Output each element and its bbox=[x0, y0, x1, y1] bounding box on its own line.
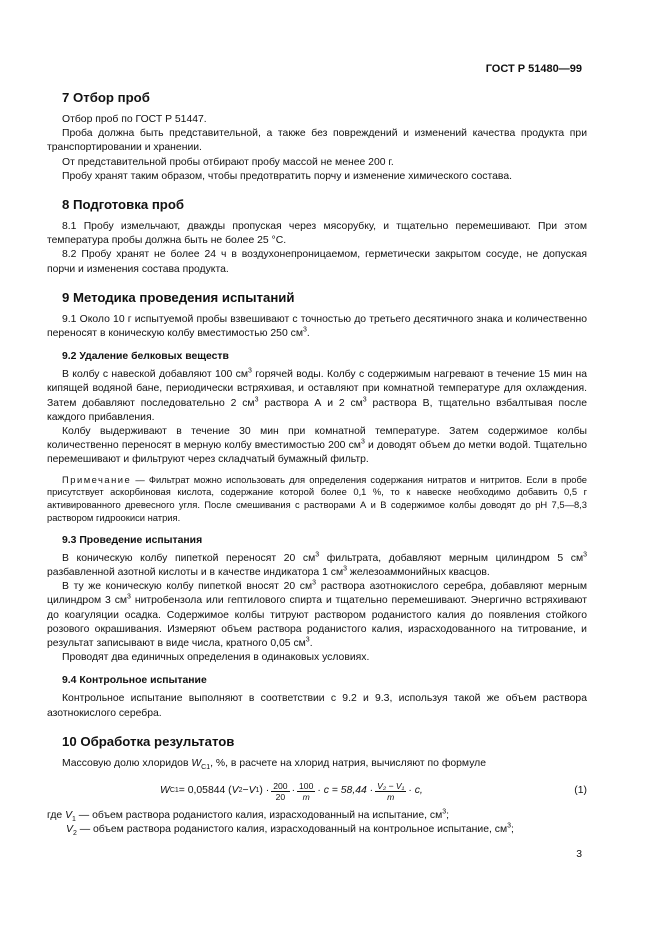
formula-1 bbox=[47, 777, 587, 805]
s8-paragraph-2: 8.2 Пробу хранят не более 24 ч в воздухонепроницаемом, герметически закрытом сосуде, не допуская порчи и изменения состава продукта. bbox=[47, 249, 587, 275]
fraction-200-20: $\frac{200}{20}$ bbox=[273, 780, 288, 802]
document-body bbox=[47, 90, 587, 837]
s7-paragraph-1: Отбор проб по ГОСТ Р 51447. bbox=[62, 114, 207, 125]
formula-expression: W C1 = 0,05844 ( V 2 − V 1 ) · $\frac{200}{20}$ · $\frac{100}{m}$ · c = 58,44 · $\frac{\text{V₂ − V₁}}{m}$ · c, bbox=[160, 780, 423, 802]
legend-v1: где $V_1$ — объем раствора роданистого калия, израсходованный на испытание, $см^3$; bbox=[47, 808, 450, 824]
s94-paragraph-1: Контрольное испытание выполняют в соответствии с 9.2 и 9.3, используя такой же объем раствора азотнокислого серебра. bbox=[47, 693, 587, 719]
section-8-title: 8 Подготовка проб bbox=[62, 197, 185, 213]
standard-header: ГОСТ Р 51480—99 bbox=[485, 63, 582, 75]
s7-paragraph-4: Пробу хранят таким образом, чтобы предотвратить порчу и изменение химического состава. bbox=[62, 170, 512, 182]
s7-paragraph-2: Проба должна быть представительной, а также без повреждений и изменений качества продукта при транспортировании и хранении. bbox=[47, 128, 587, 154]
section-9-4-title: 9.4 Контрольное испытание bbox=[62, 675, 207, 687]
formula-number: (1) bbox=[574, 785, 587, 797]
s93-paragraph-1: В коническую колбу пипеткой переносят 20 $см^3$ фильтрата, добавляют мерным цилиндром 5 $см^3$ разбавленной азотной кислоты и в качестве индикатора 1 $см^3$ железоаммонийных квасцов. bbox=[47, 551, 588, 579]
s92-paragraph-1: В колбу с навеской добавляют 100 $см^3$ горячей воды. Колбу с содержимым нагревают в течение 15 мин на кипящей водяной бане, периодически встряхивая, и оставляют при комнатной температуре для охлаждения. Затем добавляют последовательно 2 $см^3$ раствора А и 2 $см^3$ раствора В, тщательно взбалтывая после каждого прибавления. bbox=[47, 367, 587, 423]
s9-paragraph-1: 9.1 Около 10 г испытуемой пробы взвешивают с точностью до третьего десятичного знака и количественно переносят в коническую колбу вместимостью 250 $см^3$. bbox=[47, 313, 587, 340]
section-7-title: 7 Отбор проб bbox=[62, 90, 150, 105]
section-9-2-title: 9.2 Удаление белковых веществ bbox=[62, 351, 229, 363]
section-9-title: 9 Методика проведения испытаний bbox=[62, 289, 295, 305]
legend-v2: $V_2$ — объем раствора роданистого калия, израсходованный на контрольное испытание, $см^3$; bbox=[66, 822, 514, 838]
fraction-100-m: $\frac{100}{m}$ bbox=[299, 780, 314, 802]
fraction-v-diff-m: $\frac{\text{V₂ − V₁}}{m}$ bbox=[377, 780, 405, 802]
page-number: 3 bbox=[576, 849, 582, 860]
s7-paragraph-3: От представительной пробы отбирают пробу массой не менее 200 г. bbox=[62, 156, 394, 168]
formula-legend bbox=[47, 809, 587, 837]
s93-paragraph-2: В ту же коническую колбу пипеткой вносят 20 $см^3$ раствора азотнокислого серебра, добавляют мерным цилиндром 3 $см^3$ нитробензола или гептилового спирта и тщательно перемешивают. Энергично встряхивают до коагуляции осадка. Содержимое колбы титруют раствором роданистого калия до появления стойкого розового окрашивания. Измеряют объем раствора роданистого калия, израсходованного на титрование, и результат записывают в виде числа, кратного 0,05 $см^3$. bbox=[47, 579, 587, 650]
section-10-title: 10 Обработка результатов bbox=[62, 733, 235, 749]
section-9-3-title: 9.3 Проведение испытания bbox=[62, 534, 203, 546]
s8-paragraph-1: 8.1 Пробу измельчают, дважды пропуская через мясорубку, и тщательно перемешивают. При этом температура пробы должна быть не более 25 °С. bbox=[47, 221, 587, 247]
s92-paragraph-2: Колбу выдерживают в течение 30 мин при комнатной температуре. Затем содержимое колбы количественно переносят в мерную колбу вместимостью 200 $см^3$ и доводят объем до метки водой. Тщательно перемешивают и фильтруют через складчатый бумажный фильтр. bbox=[47, 426, 587, 466]
note-label: Примечание bbox=[62, 473, 132, 485]
s93-paragraph-3: Проводят два единичных определения в одинаковых условиях. bbox=[62, 652, 370, 664]
note-paragraph: Примечание — Фильтрат можно использовать для определения содержания нитратов и нитритов. Если в пробе присутствует аскорбиновая кислота, содержание которой более 0,1 %, то к навеске необходимо добавить 0,5 г активированного древесного угля. После смешивания с растворами А и В содержимое колбы доводят до рН 7,5—8,3 раствором гидроокиси натрия. bbox=[47, 473, 587, 524]
s10-paragraph-1: Массовую долю хлоридов $W_{C1}$, %, в расчете на хлорид натрия, вычисляют по формуле bbox=[62, 757, 486, 771]
